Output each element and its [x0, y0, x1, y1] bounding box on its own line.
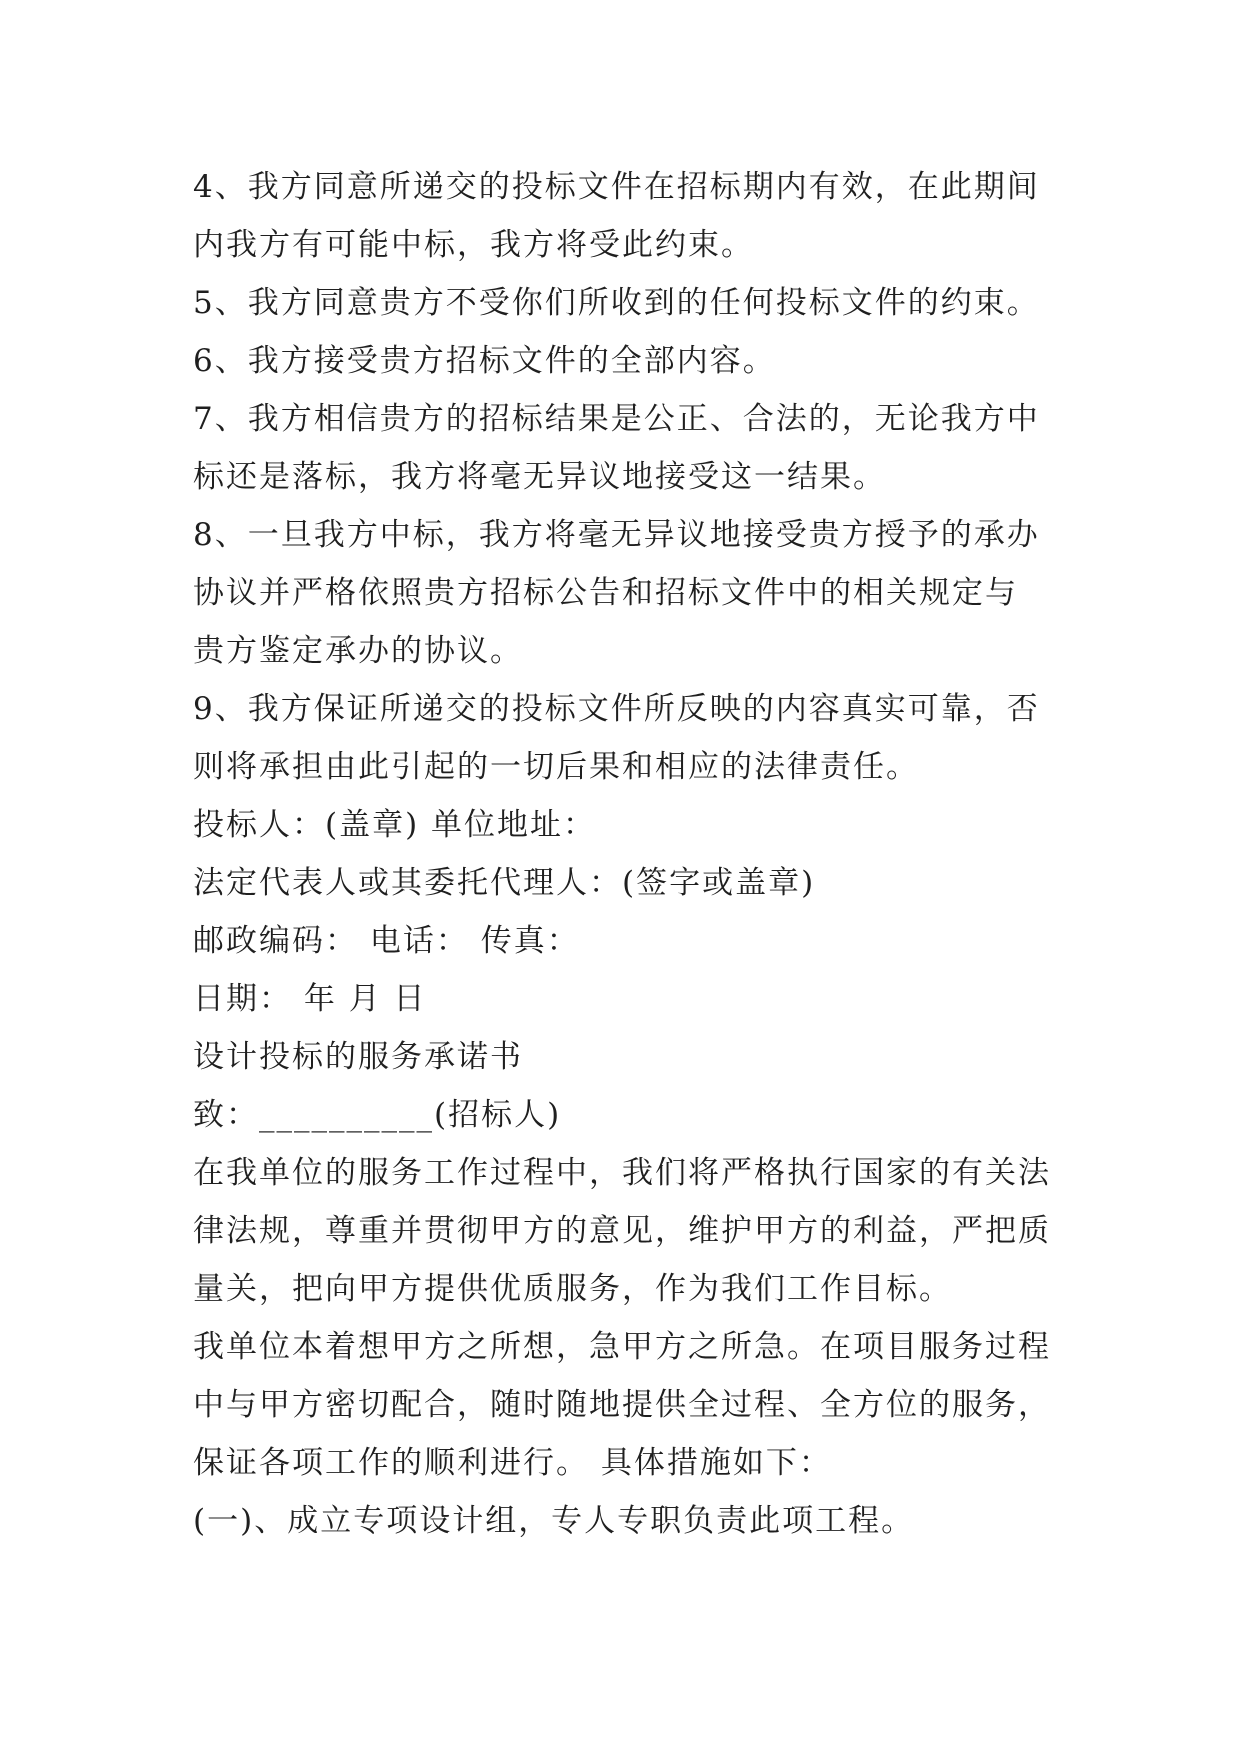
date-line: 日期： 年 月 日: [193, 981, 427, 1017]
text-line: 量关，把向甲方提供优质服务，作为我们工作目标。: [193, 1271, 952, 1307]
text-line: 8、一旦我方中标，我方将毫无异议地接受贵方授予的承办: [193, 517, 1040, 553]
text-line: 内我方有可能中标，我方将受此约束。: [193, 227, 754, 263]
text-line: 律法规，尊重并贯彻甲方的意见，维护甲方的利益，严把质: [193, 1213, 1051, 1249]
document-body: [193, 158, 1073, 1550]
text-line: 5、我方同意贵方不受你们所收到的任何投标文件的约束。: [193, 285, 1040, 321]
text-line: 贵方鉴定承办的协议。: [193, 633, 523, 669]
text-line: 7、我方相信贵方的招标结果是公正、合法的，无论我方中: [193, 401, 1040, 437]
text-line: 则将承担由此引起的一切后果和相应的法律责任。: [193, 749, 919, 785]
text-line: (一)、成立专项设计组，专人专职负责此项工程。: [193, 1503, 915, 1539]
signature-representative-line: 法定代表人或其委托代理人：(签字或盖章): [193, 865, 816, 901]
text-line: 中与甲方密切配合，随时随地提供全过程、全方位的服务，: [193, 1387, 1051, 1423]
section-title: 设计投标的服务承诺书: [193, 1039, 523, 1075]
text-line: 在我单位的服务工作过程中，我们将严格执行国家的有关法: [193, 1155, 1051, 1191]
contact-info-line: 邮政编码： 电话： 传真：: [193, 923, 580, 959]
recipient-line: 致：__________(招标人): [193, 1097, 562, 1133]
text-line: 9、我方保证所递交的投标文件所反映的内容真实可靠，否: [193, 691, 1040, 727]
text-line: 我单位本着想甲方之所想，急甲方之所急。在项目服务过程: [193, 1329, 1051, 1365]
text-line: 保证各项工作的顺利进行。 具体措施如下：: [193, 1445, 832, 1481]
text-line: 协议并严格依照贵方招标公告和招标文件中的相关规定与: [193, 575, 1018, 611]
signature-bidder-line: 投标人：(盖章) 单位地址：: [193, 807, 597, 843]
text-line: 标还是落标，我方将毫无异议地接受这一结果。: [193, 459, 886, 495]
text-line: 6、我方接受贵方招标文件的全部内容。: [193, 343, 776, 379]
text-line: 4、我方同意所递交的投标文件在招标期内有效，在此期间: [193, 169, 1040, 205]
